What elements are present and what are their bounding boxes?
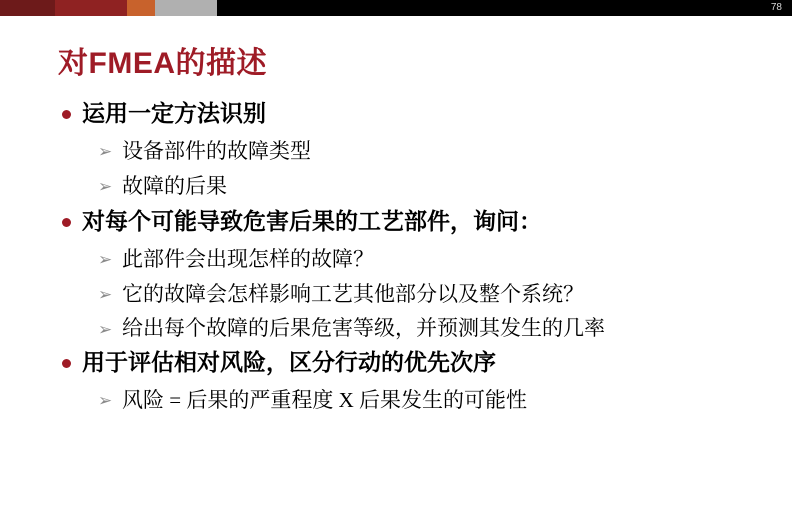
bar-segment-black <box>217 0 792 16</box>
arrow-bullet-icon: ➢ <box>98 142 113 161</box>
bullet-item-level2 <box>58 136 758 167</box>
bullet-item-level1 <box>58 206 758 238</box>
bar-segment-maroon <box>55 0 127 16</box>
page-title <box>58 38 267 82</box>
bullet-text: 运用一定方法识别 <box>82 101 266 126</box>
bullet-text: 用于评估相对风险，区分行动的优先次序 <box>82 350 496 375</box>
page-number: 78 <box>770 2 782 13</box>
slide-body <box>58 98 758 420</box>
bullet-dot-icon <box>62 110 71 119</box>
slide-top-decoration-bar <box>0 0 792 16</box>
bullet-text: 故障的后果 <box>122 174 227 198</box>
bullet-text: 风险 = 后果的严重程度 X 后果发生的可能性 <box>122 388 528 412</box>
bullet-item-level1 <box>58 98 758 130</box>
bullet-item-level2 <box>58 314 758 343</box>
bullet-text: 对每个可能导致危害后果的工艺部件，询问： <box>82 209 542 234</box>
page-title-suffix: 的描述 <box>175 47 267 80</box>
bullet-dot-icon <box>62 359 71 368</box>
arrow-bullet-icon: ➢ <box>98 177 113 196</box>
bullet-item-level2 <box>58 171 758 202</box>
page-title-prefix: 对 <box>58 47 89 80</box>
bar-segment-grey <box>155 0 217 16</box>
bullet-text: 给出每个故障的后果危害等级，并预测其发生的几率 <box>122 316 605 340</box>
bullet-dot-icon <box>62 218 71 227</box>
arrow-bullet-icon: ➢ <box>98 391 113 410</box>
bullet-text: 设备部件的故障类型 <box>122 139 311 163</box>
bullet-item-level2 <box>58 385 758 416</box>
bar-segment-dark-red <box>0 0 55 16</box>
arrow-bullet-icon: ➢ <box>98 250 113 269</box>
bullet-item-level2 <box>58 279 758 310</box>
bullet-item-level1 <box>58 347 758 379</box>
bullet-item-level2 <box>58 244 758 275</box>
bar-segment-orange <box>127 0 155 16</box>
arrow-bullet-icon: ➢ <box>98 285 113 304</box>
bullet-text: 它的故障会怎样影响工艺其他部分以及整个系统？ <box>122 282 584 306</box>
bullet-text: 此部件会出现怎样的故障？ <box>122 247 374 271</box>
page-title-acronym: FMEA <box>88 47 176 80</box>
arrow-bullet-icon: ➢ <box>98 320 113 339</box>
